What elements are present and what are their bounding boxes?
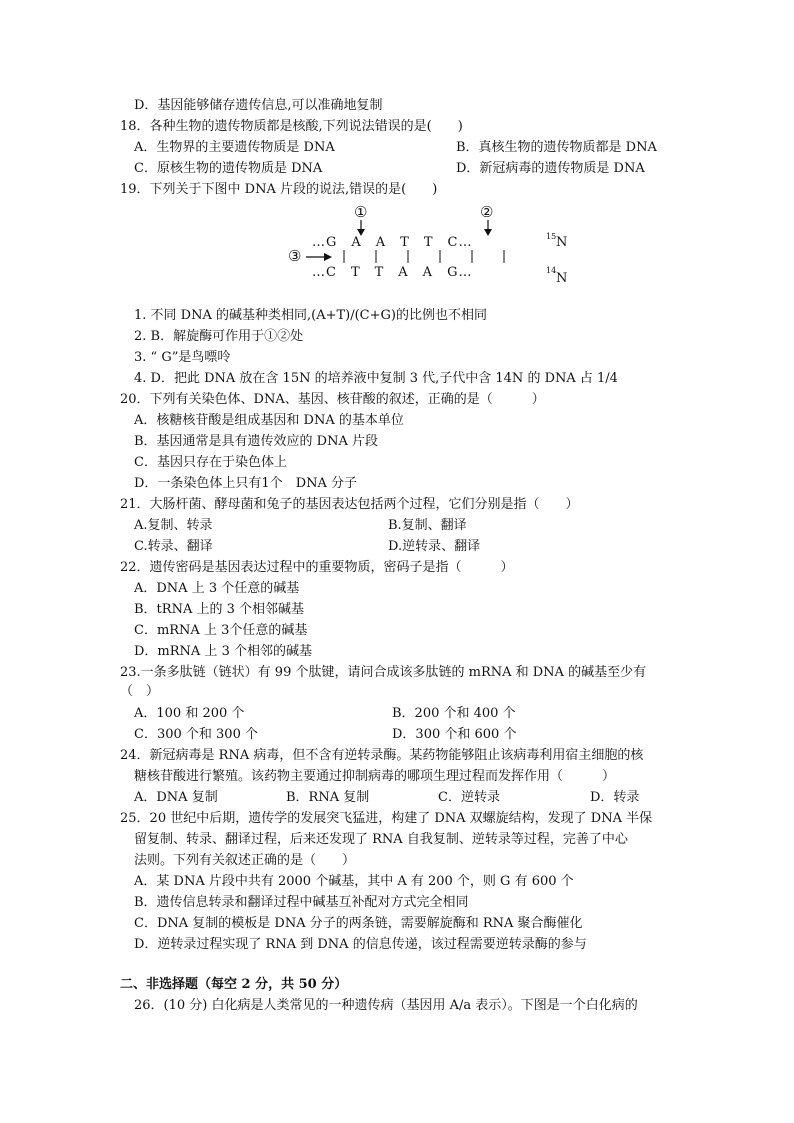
marker-3-arrowhead xyxy=(324,253,332,261)
q25-stem: 25．20 世纪中后期，遗传学的发展突飞猛进，构建了 DNA 双螺旋结构，发现了 DNA 半保 xyxy=(120,811,653,826)
q24-option-c: C．逆转录 xyxy=(438,790,500,805)
q22-stem: 22．遗传密码是基因表达过程中的重要物质，密码子是指（ ） xyxy=(120,560,514,575)
q19-option-3: 3. “ G”是鸟嘌呤 xyxy=(134,350,231,365)
q17-option-d: D．基因能够储存遗传信息,可以准确地复制 xyxy=(134,98,383,113)
figure-marker-2: ② xyxy=(480,203,494,221)
q22-option-a: A．DNA 上 3 个任意的碱基 xyxy=(134,581,300,596)
q18-option-d: D．新冠病毒的遗传物质是 DNA xyxy=(456,161,645,176)
q25-option-a: A．某 DNA 片段中共有 2000 个碱基，其中 A 有 200 个，则 G 有 600 个 xyxy=(134,874,574,889)
figure-marker-3: ③ xyxy=(288,247,302,265)
q20-option-d: D．一条染色体上只有1个 DNA 分子 xyxy=(134,476,358,491)
q24-option-d: D．转录 xyxy=(590,790,640,805)
q23-stem-answer-blank: （ ） xyxy=(120,684,160,699)
q22-option-d: D．mRNA 上 3 个相邻的碱基 xyxy=(134,644,312,659)
q21-option-d: D.逆转录、翻译 xyxy=(388,539,481,554)
q18-option-a: A．生物界的主要遗传物质是 DNA xyxy=(134,140,335,155)
q21-option-c: C.转录、翻译 xyxy=(134,539,213,554)
q22-option-b: B．tRNA 上的 3 个相邻碱基 xyxy=(134,602,304,617)
q20-option-b: B．基因通常是具有遗传效应的 DNA 片段 xyxy=(134,434,379,449)
q24-stem: 24．新冠病毒是 RNA 病毒，但不含有逆转录酶。某药物能够阻止该病毒利用宿主细胞的核 xyxy=(120,748,644,763)
q18-option-b: B．真核生物的遗传物质都是 DNA xyxy=(456,140,657,155)
q18-option-c: C．原核生物的遗传物质是 DNA xyxy=(134,161,323,176)
bottom-strand-isotope-label: N xyxy=(556,271,568,286)
q23-stem: 23.一条多肽链（链状）有 99 个肽键，请问合成该多肽链的 mRNA 和 DNA 的碱基至少有 xyxy=(120,665,647,680)
q24-option-a: A．DNA 复制 xyxy=(134,790,218,805)
q21-option-b: B.复制、翻译 xyxy=(388,518,467,533)
q25-stem-line-2: 留复制、转录、翻译过程，后来还发现了 RNA 自我复制、逆转录等过程，完善了中心 xyxy=(134,832,628,847)
q25-option-b: B．遗传信息转录和翻译过程中碱基互补配对方式完全相同 xyxy=(134,895,469,910)
q19-option-1: 1. 不同 DNA 的碱基种类相同,(A+T)/(C+G)的比例也不相同 xyxy=(134,308,487,323)
q25-stem-line-3: 法则。下列有关叙述正确的是（ ） xyxy=(134,853,356,868)
q19-option-4: 4. D．把此 DNA 放在含 15N 的培养液中复制 3 代,子代中含 14N 的 DNA 占 1/4 xyxy=(134,371,618,386)
q24-stem-line-2: 糖核苷酸进行繁殖。该药物主要通过抑制病毒的哪项生理过程而发挥作用（ ） xyxy=(134,769,616,784)
q25-option-d: D．逆转录过程实现了 RNA 到 DNA 的信息传递，该过程需要逆转录酶的参与 xyxy=(134,937,587,952)
q22-option-c: C．mRNA 上 3个任意的碱基 xyxy=(134,623,308,638)
top-strand-isotope-label: N xyxy=(556,235,568,250)
q21-stem: 21．大肠杆菌、酵母菌和兔子的基因表达包括两个过程，它们分别是指（ ） xyxy=(120,497,579,512)
q23-option-b: B．200 个和 400 个 xyxy=(392,706,516,721)
dna-fragment-figure xyxy=(282,203,582,289)
q19-stem: 19．下列关于下图中 DNA 片段的说法,错误的是( ) xyxy=(120,182,438,197)
q20-option-a: A．核糖核苷酸是组成基因和 DNA 的基本单位 xyxy=(134,413,404,428)
q26-stem: 26．(10 分) 白化病是人类常见的一种遗传病（基因用 A/a 表示）。下图是一个白化病的 xyxy=(134,998,638,1013)
marker-2-arrowhead xyxy=(484,229,492,236)
q21-option-a: A.复制、转录 xyxy=(134,518,213,533)
q20-option-c: C．基因只存在于染色体上 xyxy=(134,455,287,470)
q23-option-d: D．300 个和 600 个 xyxy=(392,727,517,742)
bottom-strand-isotope-mass: 14 xyxy=(546,266,557,275)
q25-option-c: C．DNA 复制的模板是 DNA 分子的两条链，需要解旋酶和 RNA 聚合酶催化 xyxy=(134,916,583,931)
q23-option-c: C．300 个和 300 个 xyxy=(134,727,258,742)
q18-stem: 18．各种生物的遗传物质都是核酸,下列说法错误的是( ) xyxy=(120,119,463,134)
top-strand-sequence: …G A A T T C… xyxy=(312,235,473,250)
top-strand-isotope-mass: 15 xyxy=(546,232,557,241)
q19-option-2: 2. B．解旋酶可作用于①②处 xyxy=(134,329,304,344)
figure-marker-1: ① xyxy=(354,203,368,221)
bottom-strand-sequence: …C T T A A G… xyxy=(312,265,473,280)
section-2-heading: 二、非选择题（每空 2 分，共 50 分） xyxy=(120,977,348,992)
q23-option-a: A．100 和 200 个 xyxy=(134,706,245,721)
q24-option-b: B．RNA 复制 xyxy=(286,790,370,805)
q20-stem: 20．下列有关染色体、DNA、基因、核苷酸的叙述，正确的是（ ） xyxy=(120,392,545,407)
